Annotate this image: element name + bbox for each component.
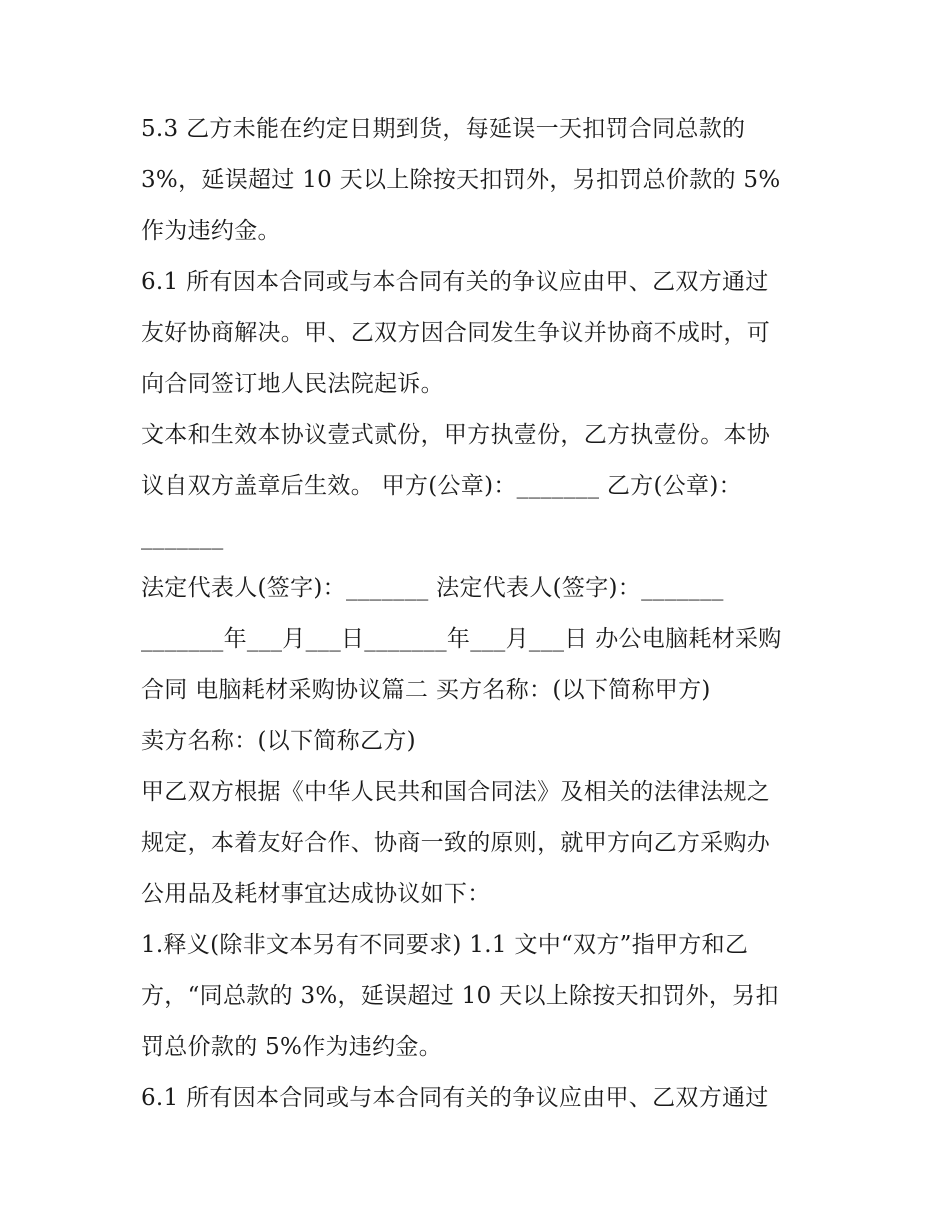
text-line: _______年___月___日_______年___月___日 办公电脑耗材采购 bbox=[141, 626, 782, 652]
text-line: 合同 电脑耗材采购协议篇二 买方名称：(以下简称甲方) bbox=[141, 677, 711, 703]
text-line: 作为违约金。 bbox=[141, 218, 281, 244]
text-line: 3%，延误超过 10 天以上除按天扣罚外，另扣罚总价款的 5% bbox=[141, 167, 781, 193]
text-line: 规定，本着友好合作、协商一致的原则，就甲方向乙方采购办 bbox=[141, 830, 771, 856]
text-line: 甲乙双方根据《中华人民共和国合同法》及相关的法律法规之 bbox=[141, 779, 771, 805]
text-line: 6.1 所有因本合同或与本合同有关的争议应由甲、乙双方通过 bbox=[141, 269, 769, 295]
text-line: 罚总价款的 5%作为违约金。 bbox=[141, 1034, 442, 1060]
text-line: 法定代表人(签字)：_______ 法定代表人(签字)：_______ bbox=[141, 575, 724, 601]
text-line: 方，“同总款的 3%，延误超过 10 天以上除按天扣罚外，另扣 bbox=[141, 983, 779, 1009]
text-line: 公用品及耗材事宜达成协议如下： bbox=[141, 881, 491, 907]
text-line: 友好协商解决。甲、乙双方因合同发生争议并协商不成时，可 bbox=[141, 320, 771, 346]
text-line: 卖方名称：(以下简称乙方) bbox=[141, 728, 416, 754]
text-line: _______ bbox=[141, 524, 224, 550]
document-body bbox=[141, 104, 831, 1124]
text-line: 6.1 所有因本合同或与本合同有关的争议应由甲、乙双方通过 bbox=[141, 1085, 769, 1111]
text-line: 1.释义(除非文本另有不同要求) 1.1 文中“双方”指甲方和乙 bbox=[141, 932, 749, 958]
text-line: 文本和生效本协议壹式贰份，甲方执壹份，乙方执壹份。本协 bbox=[141, 422, 771, 448]
text-line: 向合同签订地人民法院起诉。 bbox=[141, 371, 444, 397]
text-line: 议自双方盖章后生效。 甲方(公章)：_______ 乙方(公章)： bbox=[141, 473, 742, 499]
text-line: 5.3 乙方未能在约定日期到货，每延误一天扣罚合同总款的 bbox=[141, 116, 746, 142]
